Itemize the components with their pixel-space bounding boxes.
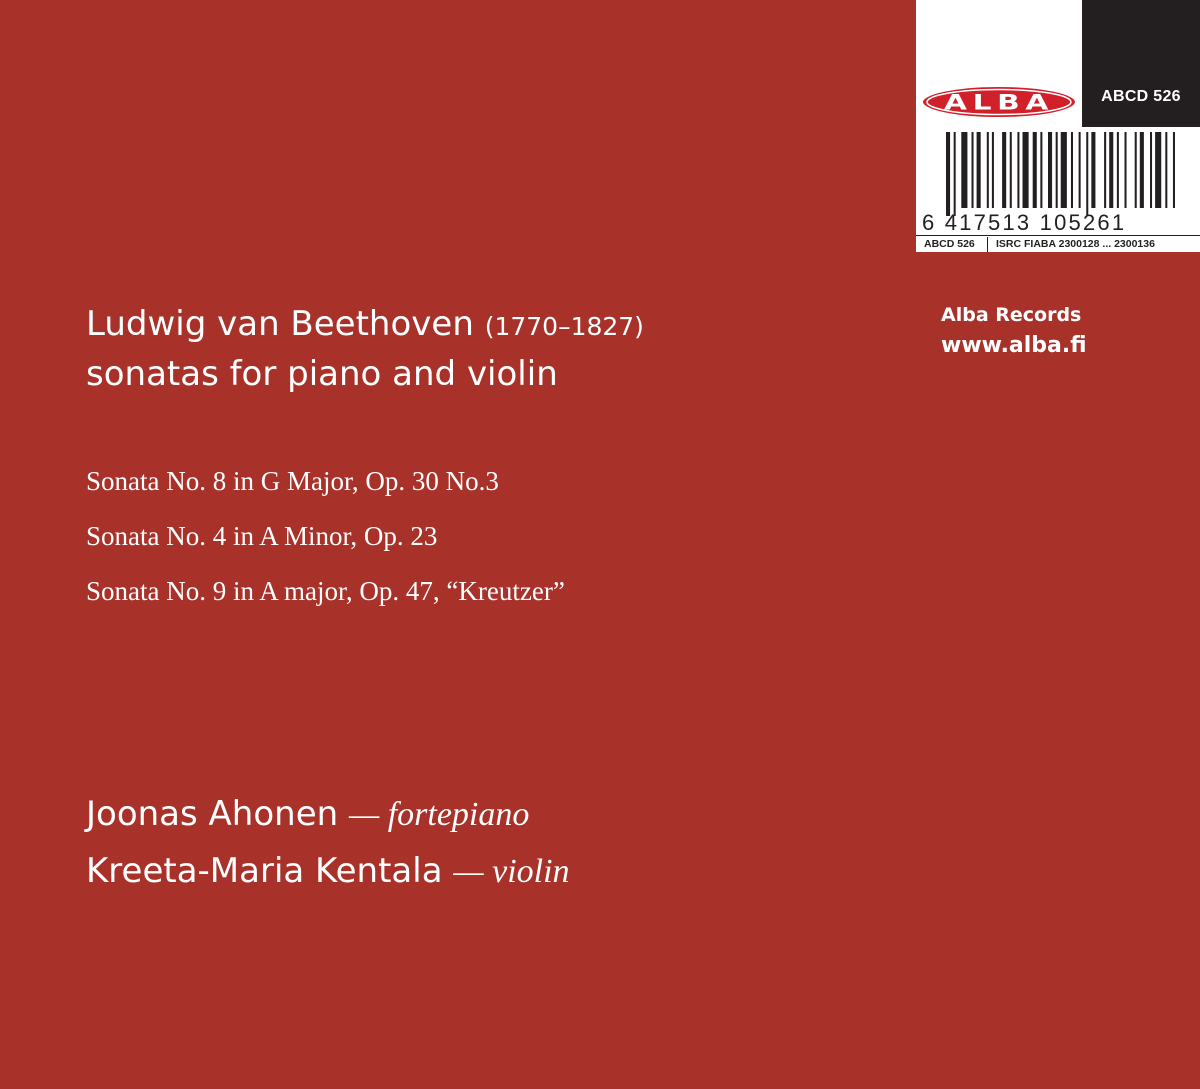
barcode-bar xyxy=(1135,132,1137,208)
barcode-bar xyxy=(1086,132,1088,216)
barcode-bar xyxy=(1125,132,1127,208)
barcode-bar xyxy=(972,132,974,208)
barcode-bar xyxy=(977,132,981,208)
barcode-bar xyxy=(1173,132,1175,208)
barcode-bar xyxy=(1010,132,1012,208)
album-subtitle: sonatas for piano and violin xyxy=(86,354,558,394)
logo-panel xyxy=(916,0,1082,127)
performer-role: — violin xyxy=(453,853,570,890)
strip-catalog: ABCD 526 xyxy=(916,237,988,252)
barcode-bar xyxy=(992,132,994,208)
performer-name: Joonas Ahonen xyxy=(86,794,339,834)
performer-1 xyxy=(86,794,529,834)
barcode-bar xyxy=(954,132,956,216)
barcode-bar xyxy=(1056,132,1058,208)
barcode-bar xyxy=(1150,132,1152,208)
barcode-bar xyxy=(1109,132,1113,208)
performer-name: Kreeta-Maria Kentala xyxy=(86,851,443,891)
alba-logo-text: ALBA xyxy=(944,90,1054,115)
barcode-bar xyxy=(1117,132,1119,208)
label-name: Alba Records xyxy=(941,304,1082,326)
label-url: www.alba.fi xyxy=(941,333,1087,358)
work-item: Sonata No. 8 in G Major, Op. 30 No.3 xyxy=(86,466,499,496)
label-block xyxy=(916,0,1200,252)
barcode-bar xyxy=(946,132,950,216)
barcode-bar xyxy=(1155,132,1161,208)
composer-dates: (1770–1827) xyxy=(484,312,644,341)
performer-2 xyxy=(86,851,570,891)
works-list xyxy=(86,464,565,629)
alba-logo xyxy=(920,84,1078,120)
barcode-bar xyxy=(1048,132,1052,208)
composer-name: Ludwig van Beethoven xyxy=(86,304,474,344)
barcode-bar xyxy=(1165,132,1167,208)
barcode-digits: 6 417513 105261 xyxy=(922,210,1127,235)
barcode-bar xyxy=(1079,132,1081,208)
barcode-bar xyxy=(1002,132,1006,208)
barcode-bar xyxy=(1040,132,1042,208)
work-item: Sonata No. 4 in A Minor, Op. 23 xyxy=(86,521,438,551)
barcode-bar xyxy=(1104,132,1106,208)
barcode-bar xyxy=(1023,132,1029,208)
barcode-bar xyxy=(987,132,989,208)
strip-isrc: ISRC FIABA 2300128 ... 2300136 xyxy=(996,237,1155,250)
catalog-number: ABCD 526 xyxy=(1101,88,1181,105)
barcode-bar xyxy=(1140,132,1144,208)
work-item: Sonata No. 9 in A major, Op. 47, “Kreutzer” xyxy=(86,576,565,606)
composer-line xyxy=(86,304,644,344)
barcode-bar xyxy=(1071,132,1073,208)
barcode-bar xyxy=(1061,132,1067,208)
performer-role: — fortepiano xyxy=(348,796,530,833)
barcode-bar xyxy=(1033,132,1037,208)
barcode-bar xyxy=(1091,132,1095,208)
barcode-bar xyxy=(961,132,967,208)
barcode-bar xyxy=(1017,132,1019,208)
barcode xyxy=(916,127,1200,235)
info-strip xyxy=(916,235,1200,252)
catalog-panel xyxy=(1082,0,1200,127)
